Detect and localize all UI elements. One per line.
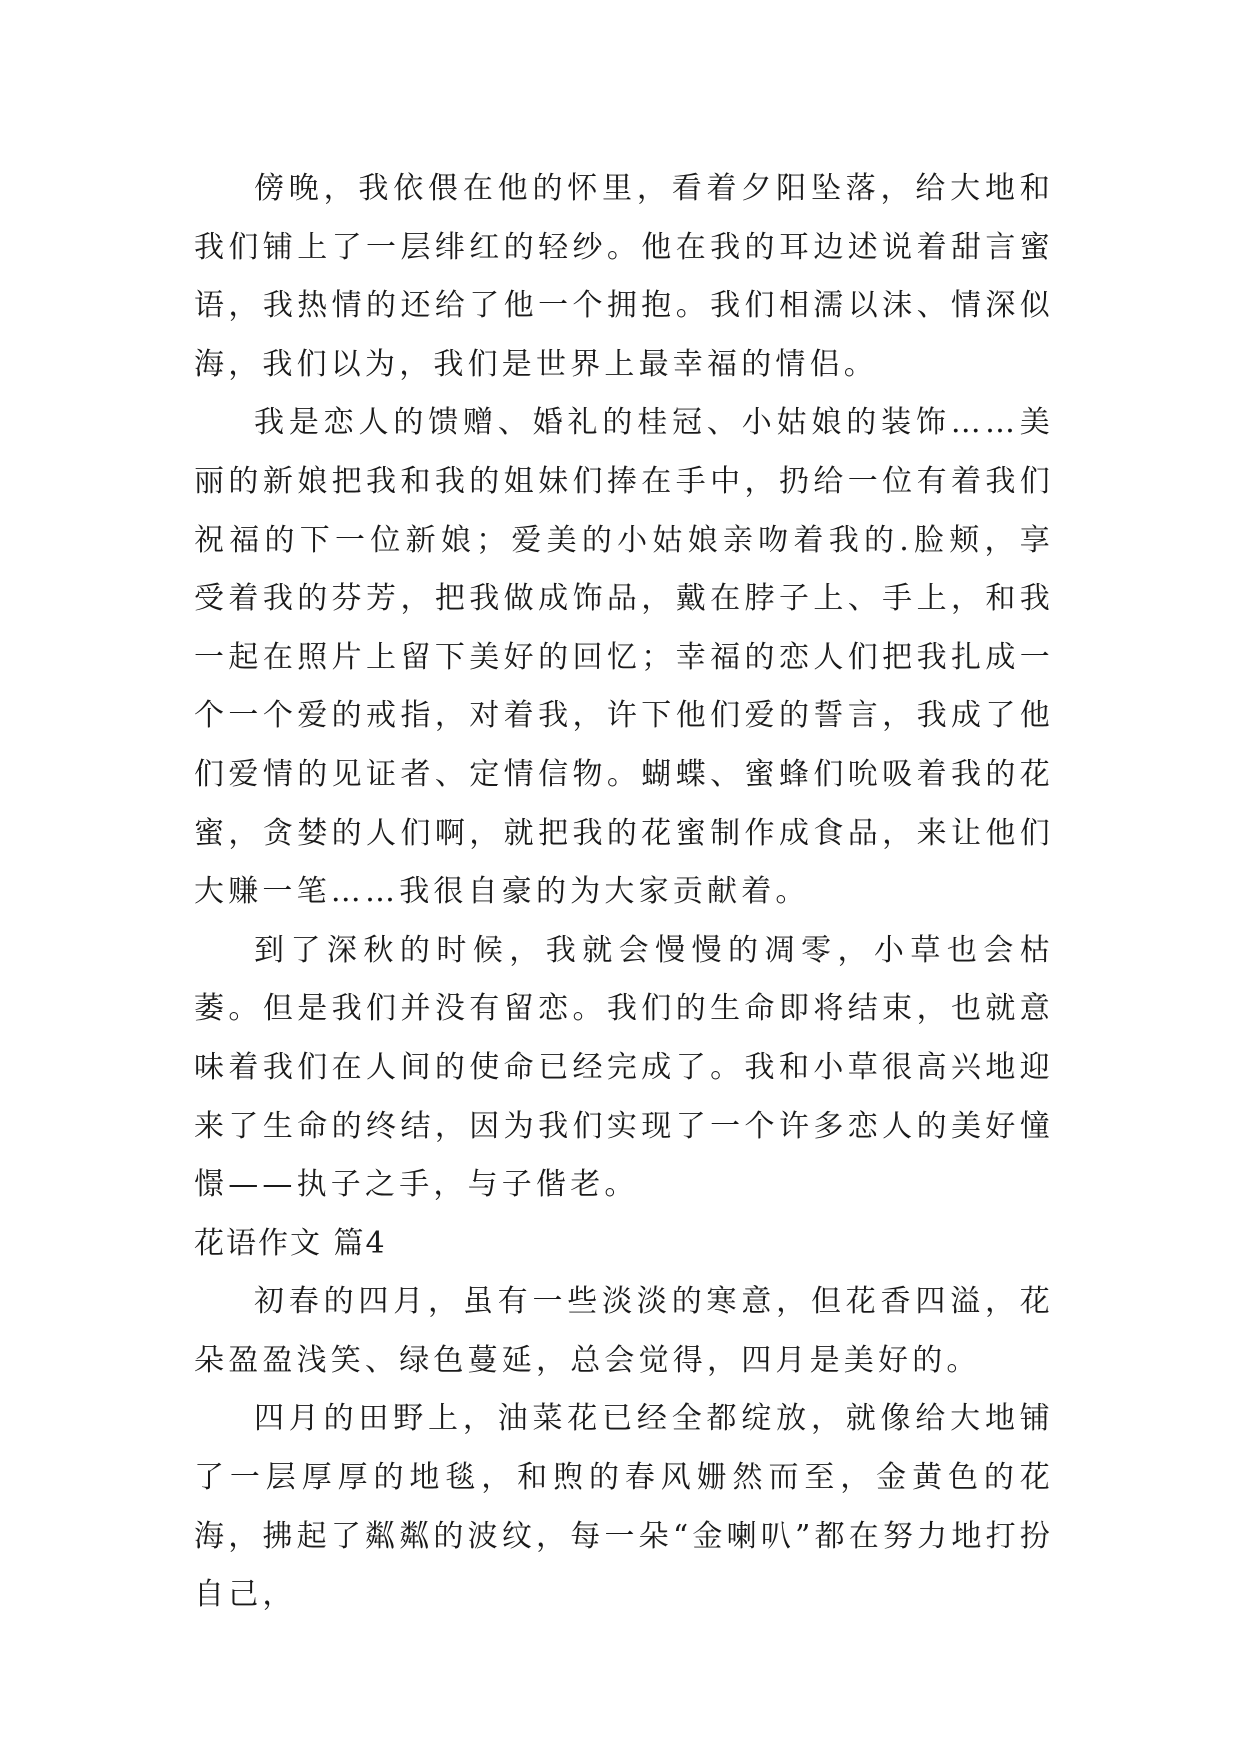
- paragraph-fields: 四月的田野上，油菜花已经全都绽放，就像给大地铺了一层厚厚的地毯，和煦的春风姗然而至，金黄色的花海，拂起了粼粼的波纹，每一朵“金喇叭”都在努力地打扮自己，: [194, 1401, 1054, 1613]
- paragraph-gift: 我是恋人的馈赠、婚礼的桂冠、小姑娘的装饰……美丽的新娘把我和我的姐妹们捧在手中，扔给一位有着我们祝福的下一位新娘；爱美的小姑娘亲吻着我的.脸颊，享受着我的芬芳，把我做成饰品，戴在脖子上、手上，和我一起在照片上留下美好的回忆；幸福的恋人们把我扎成一个一个爱的戒指，对着我，许下他们爱的誓言，我成了他们爱情的见证者、定情信物。蝴蝶、蜜蜂们吮吸着我的花蜜，贪婪的人们啊，就把我的花蜜制作成食品，来让他们大赚一笔……我很自豪的为大家贡献着。: [194, 405, 1054, 910]
- paragraph-april: 初春的四月，虽有一些淡淡的寒意，但花香四溢，花朵盈盈浅笑、绿色蔓延，总会觉得，四月是美好的。: [194, 1284, 1054, 1378]
- section-heading: 花语作文 篇4: [194, 1225, 387, 1261]
- paragraph-dusk: 傍晚，我依偎在他的怀里，看着夕阳坠落，给大地和我们铺上了一层绯红的轻纱。他在我的耳边述说着甜言蜜语，我热情的还给了他一个拥抱。我们相濡以沫、情深似海，我们以为，我们是世界上最幸福的情侣。: [194, 171, 1054, 382]
- paragraph-autumn: 到了深秋的时候，我就会慢慢的凋零，小草也会枯萎。但是我们并没有留恋。我们的生命即将结束，也就意味着我们在人间的使命已经完成了。我和小草很高兴地迎来了生命的终结，因为我们实现了一个许多恋人的美好憧憬——执子之手，与子偕老。: [194, 932, 1054, 1203]
- document-page: [194, 160, 1054, 1625]
